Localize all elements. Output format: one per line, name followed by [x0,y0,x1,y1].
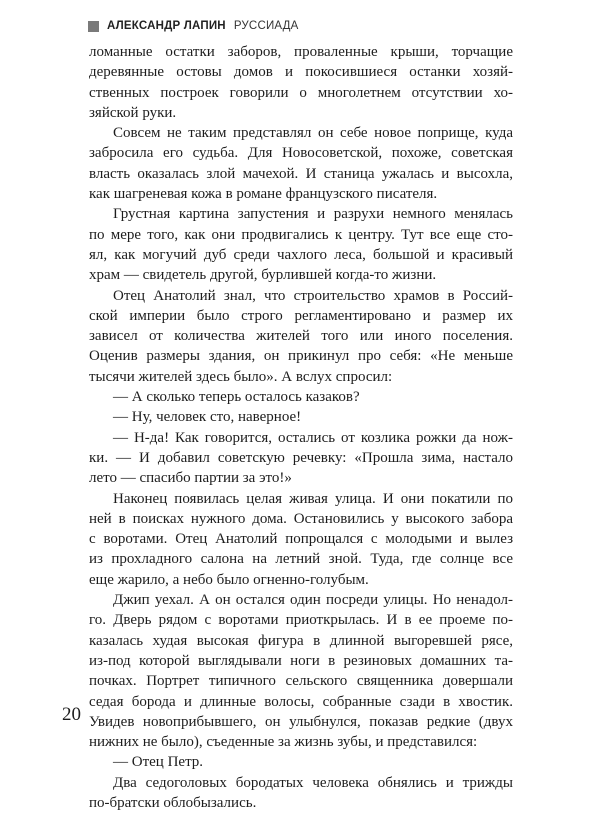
text-line: — А сколько теперь осталось казаков? [113,389,360,406]
text-line: Совсем не таким представлял он себе новое поприще, куда [113,125,513,142]
page-number: 20 [62,704,81,725]
paragraph [89,407,513,427]
text-line: — Отец Петр. [113,754,204,771]
text-line: власть оказалась злой мачехой. И станица ужалась и высохла, [89,165,513,182]
paragraph [89,489,513,590]
text-line: из-под которой выглядывали ноги в резиновых домашних та- [89,652,513,669]
text-line: Оценив размеры здания, он прикинул про себя: «Не меньше [89,348,513,365]
text-line: ломанные остатки заборов, проваленные крыши, торчащие [89,44,513,60]
text-line: как шагреневая кожа в романе французского писателя. [89,186,438,203]
text-line: еще жарило, а небо было огненно-голубым. [89,571,369,588]
text-line: по-братски облобызались. [89,794,257,811]
text-line: деревянные остовы домов и покосившиеся останки хозяй- [89,64,513,81]
text-line: Увидев новоприбывшего, он улыбнулся, показав редкие (двух [89,713,513,730]
text-line: зависел от количества жителей того или иного поселения. [89,328,513,345]
body-text [89,42,513,813]
text-line: го. Дверь рядом с воротами приоткрылась. И в ее проеме по- [89,612,513,629]
header-book-title: РУССИАДА [233,20,299,32]
text-line: по мере того, как они продвигались к центру. Тут все еще сто- [89,226,513,243]
running-head [88,17,299,35]
text-line: нижних не было), съеденные за жизнь зубы, и представился: [89,734,478,751]
text-line: седая борода и длинные волосы, собранные сзади в хвостик. [89,693,513,710]
text-line: ней в поисках нужного дома. Остановились у высокого забора [89,510,513,527]
text-line: Наконец появилась целая живая улица. И они покатили по [113,490,513,507]
header-square-marker [88,21,99,32]
text-line: казалась худая высокая фигура в длинной выгоревшей рясе, [89,632,513,649]
paragraph [89,286,513,387]
text-line: ской империи было строго регламентировано и размер их [89,307,513,324]
text-line: Отец Анатолий знал, что строительство храмов в Россий- [113,287,513,304]
text-line: ял, как могучий дуб среди чахлого леса, большой и красивый [89,246,513,263]
paragraph [89,387,513,407]
header-author: АЛЕКСАНДР ЛАПИН [107,20,226,32]
text-line: лето — спасибо партии за это!» [89,470,292,487]
text-line: ки. — И добавил советскую речевку: «Прошла зима, настало [89,449,513,466]
paragraph [89,590,513,752]
text-line: из прохладного салона на летний зной. Туда, где солнце все [89,551,513,568]
text-line: зяйской руки. [89,104,177,121]
paragraph [89,752,513,772]
text-line: — Ну, человек сто, наверное! [113,409,302,426]
text-line: — Н-да! Как говорится, остались от козлика рожки да нож- [113,429,513,446]
text-line: ственных построек говорили о многолетнем отсутствии хо- [89,84,513,101]
text-line: с воротами. Отец Анатолий попрощался с молодыми и вылез [89,531,513,548]
text-line: Грустная картина запустения и разрухи немного менялась [113,206,513,223]
text-line: Два седоголовых бородатых человека обнялись и трижды [113,774,513,791]
text-line: тысячи жителей здесь было». А вслух спросил: [89,368,393,385]
text-line: забросила его судьба. Для Новосоветской, похоже, советская [89,145,513,162]
paragraph [89,428,513,489]
paragraph [89,42,513,123]
text-line: почках. Портрет типичного сельского священника довершали [89,673,513,690]
text-line: Джип уехал. А он остался один посреди улицы. Но ненадол- [113,592,513,609]
paragraph [89,204,513,285]
text-line: храм — свидетель другой, бурлившей когда-то жизни. [89,267,437,284]
paragraph [89,773,513,813]
paragraph [89,123,513,204]
